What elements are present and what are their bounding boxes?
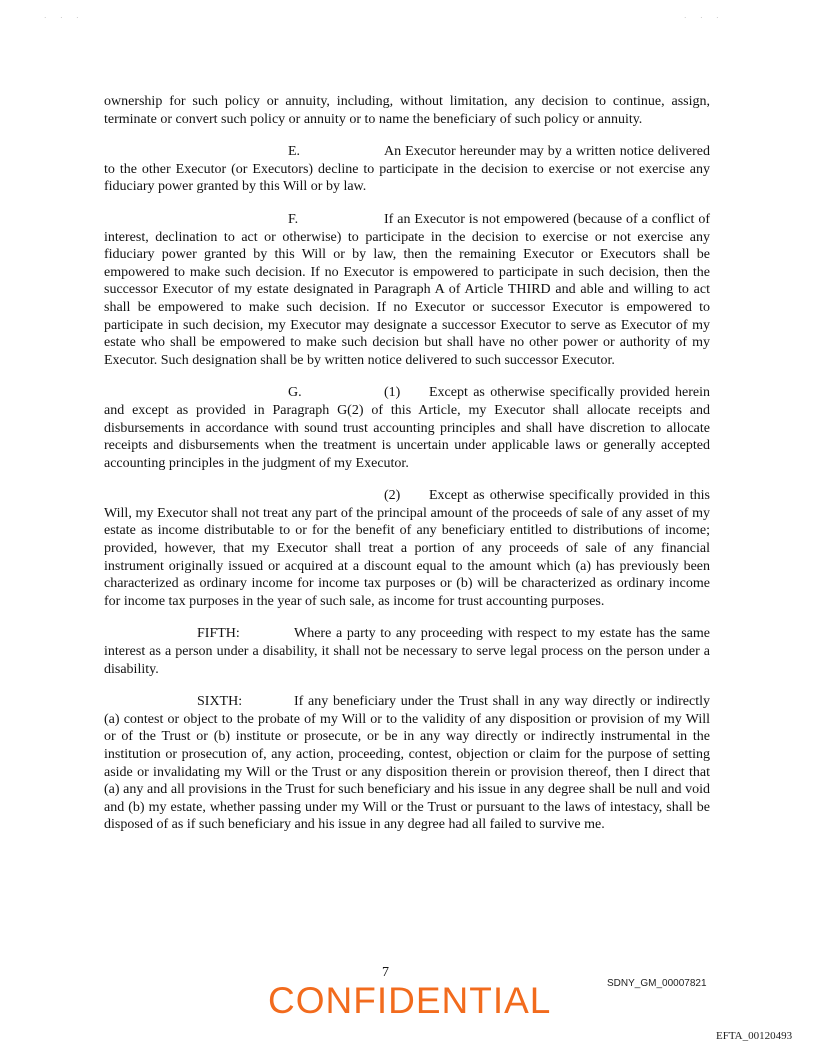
article-fifth — [104, 625, 710, 678]
paragraph-text: If an Executor is not empowered (because of a conflict of interest, declination to act or otherwise) to participate in the decision to exercise or not exercise any fiduciary power granted by this Will or by law, then the remaining Executor or Executors shall be empowered to make such decision. If no Executor is empowered to participate in such decision, then the successor Executor of my estate designated in Paragraph A of Article THIRD and able and willing to act shall be empowered to make such decision. If no Executor or successor Executor is empowered to participate in such decision, my Executor may designate a successor Executor to serve as Executor of my estate who shall be empowered to make such decision but shall have no other power or authority of my Executor. Such designation shall be by written notice delivered to such successor Executor. — [104, 211, 710, 368]
article-label: SIXTH: — [197, 694, 243, 710]
paragraph-e — [104, 143, 710, 196]
paragraph-sublabel: (2) — [384, 488, 401, 504]
paragraph-label: E. — [288, 144, 301, 160]
paragraph-continuation — [104, 93, 710, 128]
document-body — [104, 93, 710, 849]
paragraph-text: Where a party to any proceeding with respect to my estate has the same interest as a person under a disability, it shall not be necessary to serve legal process on the person under a disability. — [104, 626, 710, 677]
paragraph-text: ownership for such policy or annuity, including, without limitation, any decision to continue, assign, terminate or convert such policy or annuity or to name the beneficiary of such policy or annuity. — [104, 94, 710, 127]
paragraph-f — [104, 211, 710, 369]
paragraph-text: If any beneficiary under the Trust shall in any way directly or indirectly (a) contest or object to the probate of my Will or to the validity of any disposition or provision of my Will or of the Trust or (b) institute or prosecute, or be in any way directly or indirectly instrumental in the institution or prosecution of, any action, proceeding, contest, objection or claim for the purpose of setting aside or invalidating my Will or the Trust or any disposition therein or provision thereof, then I direct that (a) any and all provisions in the Trust for such beneficiary and his issue in any degree shall be null and void and (b) my estate, whether passing under my Will or the Trust or pursuant to the laws of intestacy, shall be disposed of as if such beneficiary and his issue in any degree had all failed to survive me. — [104, 694, 710, 833]
paragraph-g1 — [104, 384, 710, 472]
paragraph-text: Except as otherwise specifically provided herein and except as provided in Paragraph G(2) of this Article, my Executor shall allocate receipts and disbursements in accordance with sound trust accounting principles and shall have discretion to allocate receipts and disbursements when the treatment is uncertain under applicable laws or generally accepted accounting principles in the judgment of my Executor. — [104, 385, 710, 471]
paragraph-text: An Executor hereunder may by a written notice delivered to the other Executor (or Executors) decline to participate in the decision to exercise or not exercise any fiduciary power granted by this Will or by law. — [104, 144, 710, 195]
article-label: FIFTH: — [197, 626, 240, 642]
page-number: 7 — [382, 965, 389, 980]
paragraph-label: G. — [288, 385, 302, 401]
scan-speck-right: · · · — [684, 14, 725, 22]
article-sixth — [104, 693, 710, 834]
bates-number: SDNY_GM_00007821 — [607, 978, 707, 989]
paragraph-label: F. — [288, 211, 299, 227]
paragraph-g2 — [104, 487, 710, 610]
efta-number: EFTA_00120493 — [716, 1030, 793, 1042]
paragraph-sublabel: (1) — [384, 385, 401, 401]
paragraph-text: Except as otherwise specifically provided in this Will, my Executor shall not treat any part of the principal amount of the proceeds of sale of any asset of my estate as income distributable to or for the benefit of any beneficiary entitled to distributions of income; provided, however, that my Executor shall treat a portion of any proceeds of sale of any financial instrument originally issued or acquired at a discount equal to the amount which (a) has previously been characterized as ordinary income for income tax purposes or (b) will be characterized as ordinary income for income tax purposes in the year of such sale, as income for trust accounting purposes. — [104, 488, 710, 609]
confidential-stamp: CONFIDENTIAL — [268, 980, 552, 1021]
scan-speck-left: · · · — [44, 14, 85, 22]
